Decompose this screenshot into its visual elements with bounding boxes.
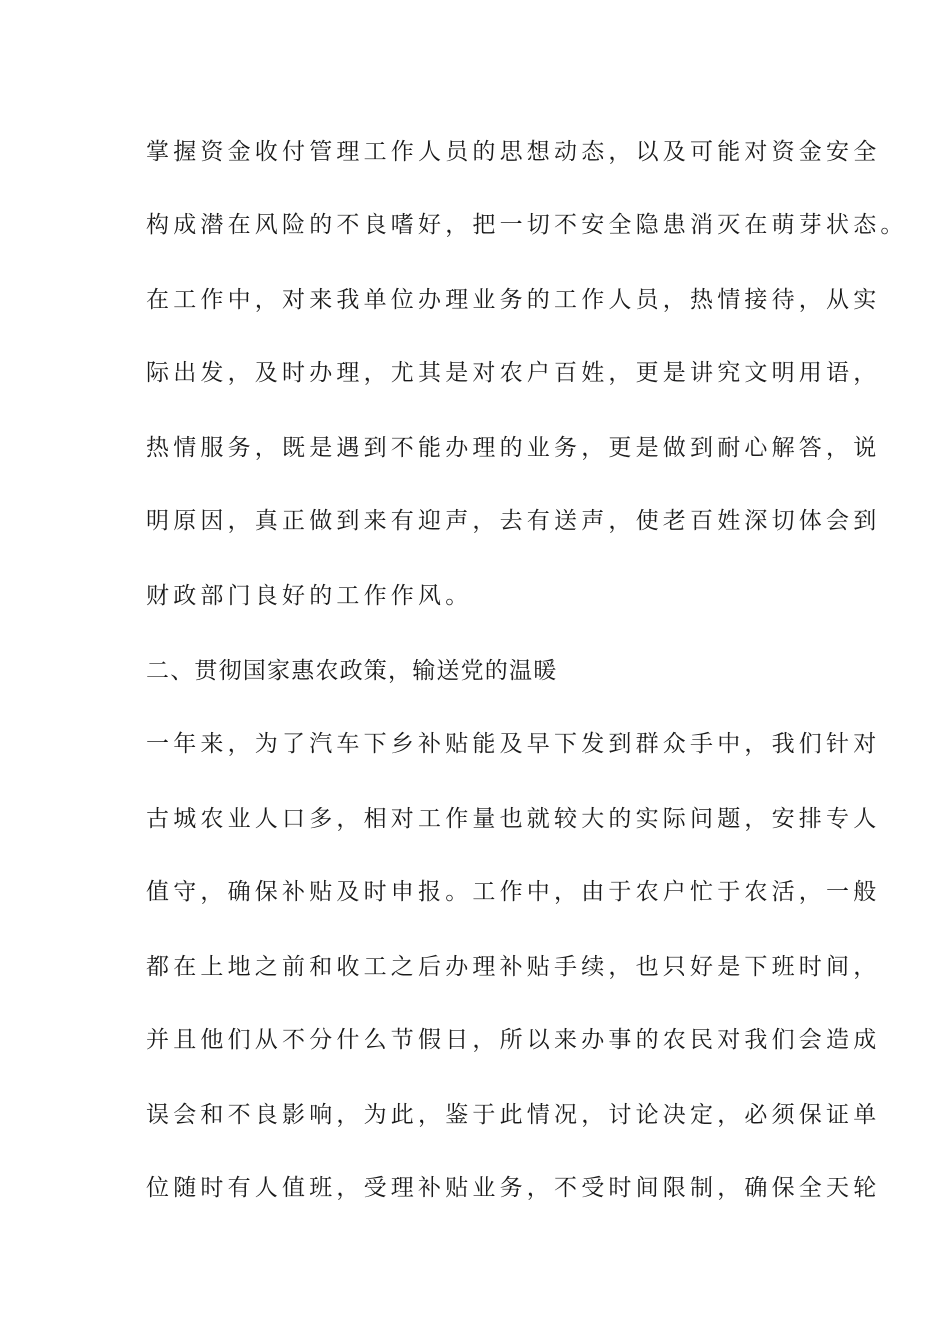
paragraph-line: 都在上地之前和收工之后办理补贴手续，也只好是下班时间，: [146, 954, 881, 980]
paragraph-line: 并且他们从不分什么节假日，所以来办事的农民对我们会造成: [146, 1027, 881, 1053]
paragraph-line: 在工作中，对来我单位办理业务的工作人员，热情接待，从实: [146, 287, 881, 313]
paragraph-line: 明原因，真正做到来有迎声，去有送声，使老百姓深切体会到: [146, 508, 881, 534]
paragraph-line: 际出发，及时办理，尤其是对农户百姓，更是讲究文明用语，: [146, 360, 881, 386]
section-heading: 二、贯彻国家惠农政策，输送党的温暖: [146, 658, 558, 684]
paragraph-line: 位随时有人值班，受理补贴业务，不受时间限制，确保全天轮: [146, 1175, 881, 1201]
paragraph-line: 构成潜在风险的不良嗜好，把一切不安全隐患消灭在萌芽状态。: [146, 212, 908, 238]
paragraph-line: 掌握资金收付管理工作人员的思想动态，以及可能对资金安全: [146, 139, 881, 165]
paragraph-line: 一年来，为了汽车下乡补贴能及早下发到群众手中，我们针对: [146, 731, 881, 757]
paragraph-line: 财政部门良好的工作作风。: [146, 583, 473, 609]
paragraph-line: 误会和不良影响，为此，鉴于此情况，讨论决定，必须保证单: [146, 1102, 881, 1128]
paragraph-line: 古城农业人口多，相对工作量也就较大的实际问题，安排专人: [146, 806, 881, 832]
paragraph-line: 值守，确保补贴及时申报。工作中，由于农户忙于农活，一般: [146, 879, 881, 905]
paragraph-line: 热情服务，既是遇到不能办理的业务，更是做到耐心解答，说: [146, 435, 881, 461]
